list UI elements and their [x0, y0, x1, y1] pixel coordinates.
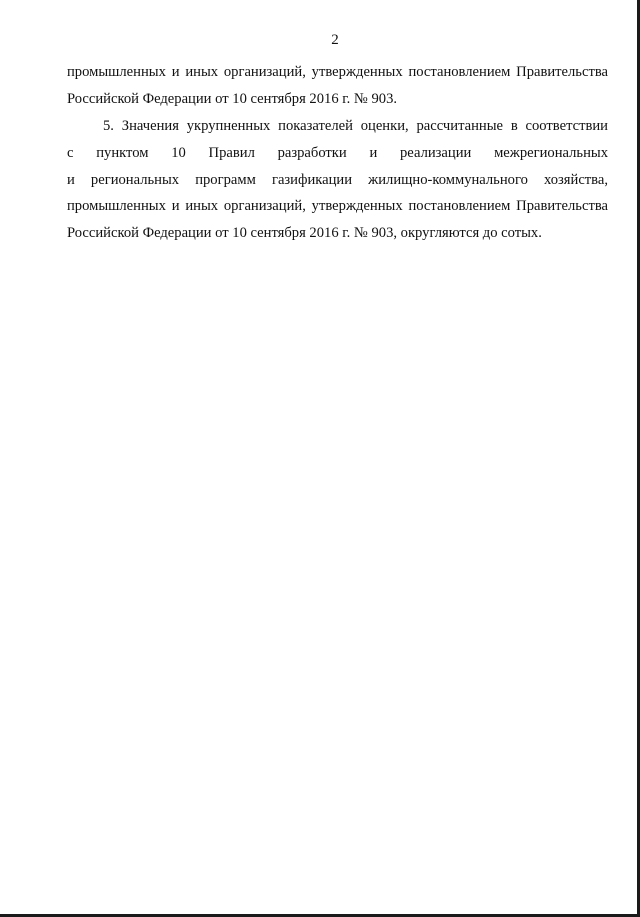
text-line: промышленных и иных организаций, утвержденных постановлением Правительства: [67, 198, 608, 214]
text-line: Российской Федерации от 10 сентября 2016 г. № 903, округляются до сотых.: [67, 225, 542, 241]
page-number: 2: [331, 32, 339, 48]
paragraph-first-line: 5. Значения укрупненных показателей оценки, рассчитанные в соответствии: [103, 118, 608, 134]
text-line: Российской Федерации от 10 сентября 2016 г. № 903.: [67, 91, 398, 107]
text-line: с пунктом 10 Правил разработки и реализации межрегиональных: [67, 145, 608, 161]
text-line: и региональных программ газификации жилищно-коммунального хозяйства,: [67, 172, 608, 188]
text-line: промышленных и иных организаций, утвержденных постановлением Правительства: [67, 64, 608, 80]
